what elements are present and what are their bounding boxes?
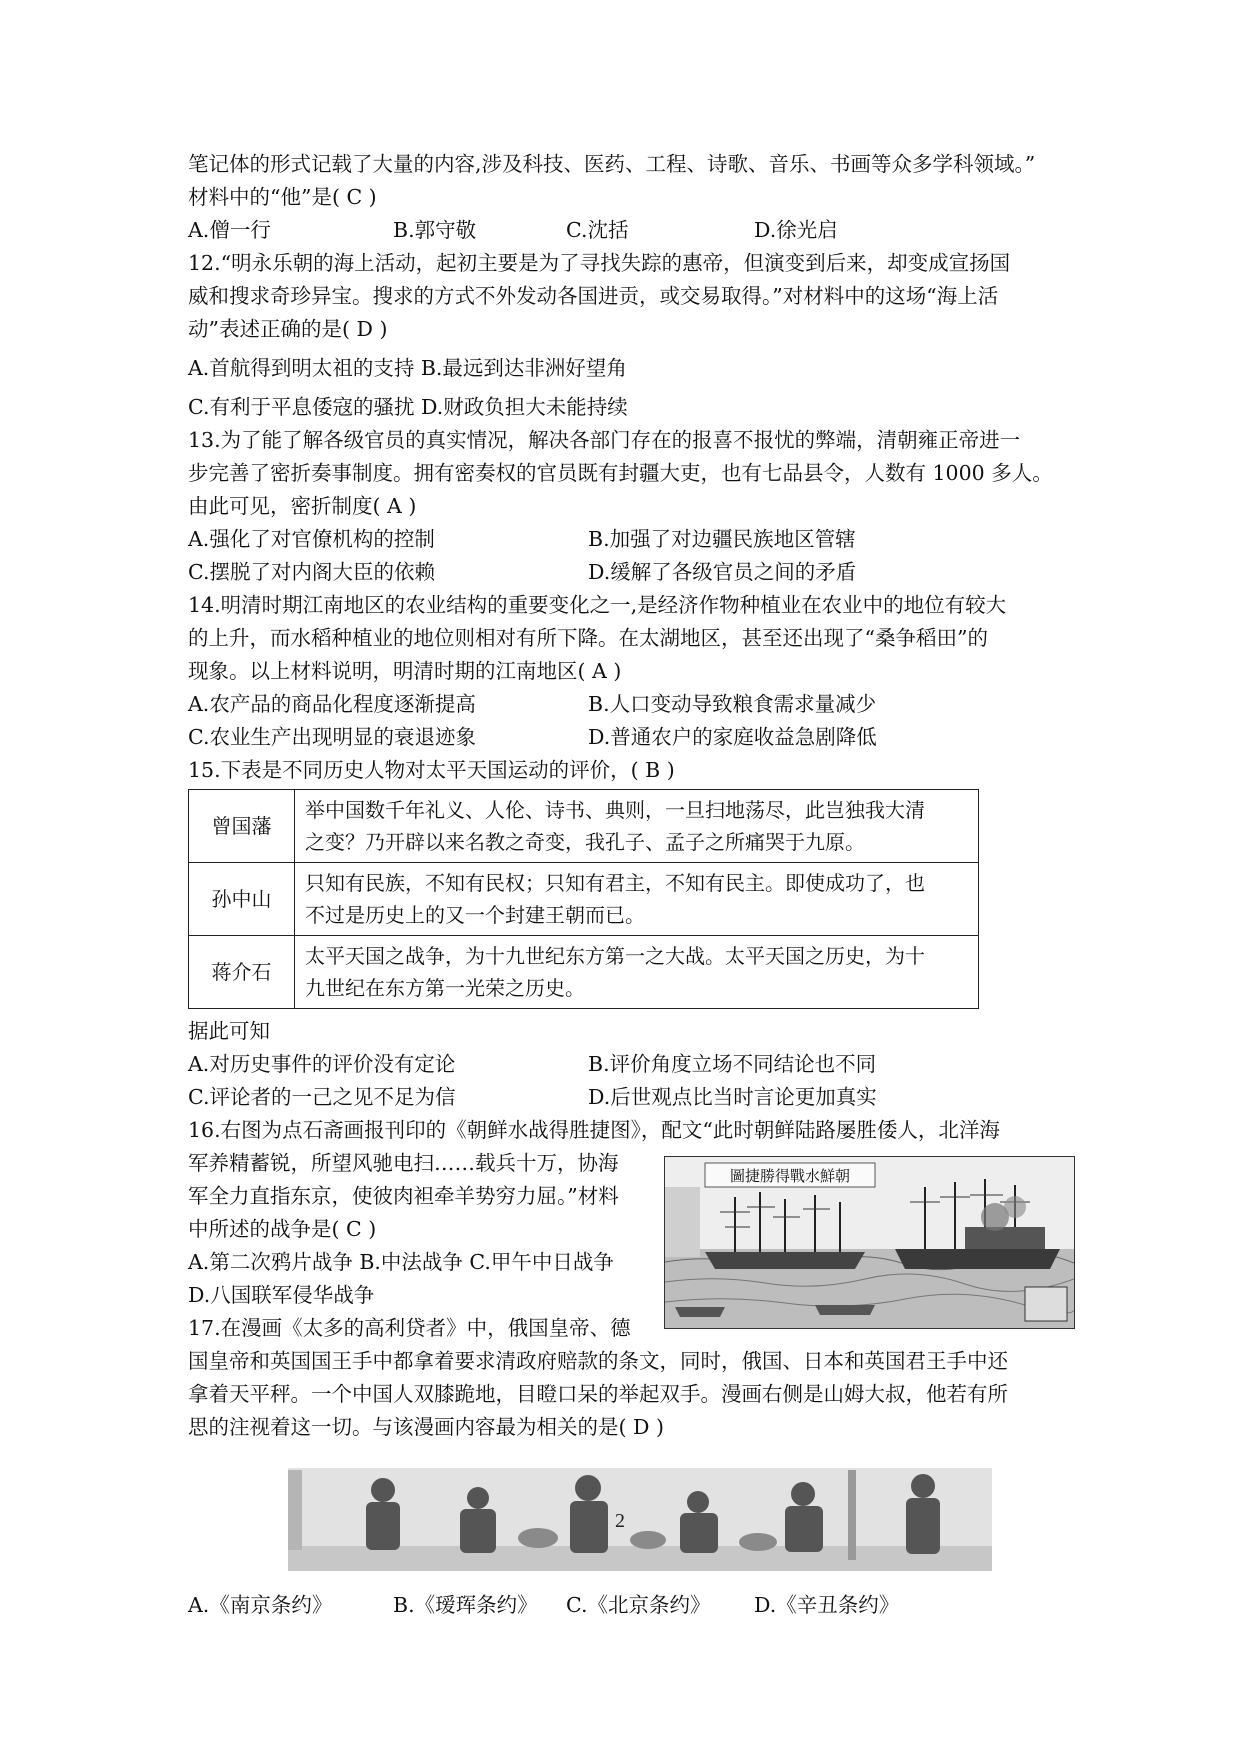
q14-stem-line: 现象。以上材料说明，明清时期的江南地区( A ) — [188, 659, 622, 683]
table-cell-evaluation — [295, 863, 979, 936]
q15-option-d: D.后世观点比当时言论更加真实 — [588, 1085, 877, 1109]
battle-figure-title: 圖捷勝得戰水鮮朝 — [729, 1167, 851, 1185]
q17-option-d: D.《辛丑条约》 — [754, 1593, 900, 1617]
q13-option-a: A.强化了对官僚机构的控制 — [188, 527, 435, 551]
q16-options-abc: A.第二次鸦片战争 B.中法战争 C.甲午中日战争 — [188, 1250, 614, 1274]
q11-text-line: 笔记体的形式记载了大量的内容,涉及科技、医药、工程、诗歌、音乐、书画等众多学科领域。” — [188, 152, 1036, 176]
q17-option-b: B.《瑷珲条约》 — [393, 1593, 538, 1617]
q17-option-a: A.《南京条约》 — [188, 1593, 333, 1617]
q13-option-d: D.缓解了各级官员之间的矛盾 — [588, 560, 857, 584]
q15-evaluation-table — [188, 789, 979, 1009]
table-row — [189, 790, 979, 863]
q13-stem-line: 由此可见，密折制度( A ) — [188, 494, 417, 518]
q13-option-c: C.摆脱了对内阁大臣的依赖 — [188, 560, 435, 584]
evaluation-line: 举中国数千年礼义、人伦、诗书、典则，一旦扫地荡尽，此岂独我大清 — [305, 798, 925, 822]
table-cell-evaluation — [295, 790, 979, 863]
q14-option-b: B.人口变动导致粮食需求量减少 — [588, 692, 877, 716]
q15-after-table: 据此可知 — [188, 1019, 270, 1043]
table-cell-evaluation — [295, 936, 979, 1009]
q14-option-d: D.普通农户的家庭收益急剧降低 — [588, 725, 877, 749]
q17-option-c: C.《北京条约》 — [566, 1593, 711, 1617]
q13-option-b: B.加强了对边疆民族地区管辖 — [588, 527, 856, 551]
q11-options — [188, 214, 1068, 247]
table-row — [189, 936, 979, 1009]
q15-option-c: C.评论者的一己之见不足为信 — [188, 1085, 456, 1109]
q11-question: 材料中的“他”是( C ) — [188, 185, 377, 209]
q16-stem-line: 军全力直指东京，使彼肉袒牵羊势穷力屈。”材料 — [188, 1184, 619, 1208]
q16-option-d: D.八国联军侵华战争 — [188, 1283, 375, 1307]
q12-stem-line: 动”表述正确的是( D ) — [188, 317, 388, 341]
naval-battle-illustration — [664, 1156, 1075, 1329]
evaluation-line: 九世纪在东方第一光荣之历史。 — [305, 976, 585, 1000]
q13-stem-line: 步完善了密折奏事制度。拥有密奏权的官员既有封疆大吏，也有七品县令，人数有 1000 多人。 — [188, 461, 1053, 485]
q12-stem-line: 威和搜求奇珍异宝。搜求的方式不外发动各国进贡，或交易取得。”对材料中的这场“海上活 — [188, 284, 999, 308]
q14-stem-line: 14.明清时期江南地区的农业结构的重要变化之一,是经济作物种植业在农业中的地位有较大 — [188, 593, 1007, 617]
evaluation-line: 不过是历史上的又一个封建王朝而已。 — [305, 903, 645, 927]
q12-stem-line: 12.“明永乐朝的海上活动，起初主要是为了寻找失踪的惠帝，但演变到后来，却变成宣扬国 — [188, 251, 1011, 275]
q12-options-ab: A.首航得到明太祖的支持 B.最远到达非洲好望角 — [188, 356, 627, 380]
q15-option-b: B.评价角度立场不同结论也不同 — [588, 1052, 877, 1076]
q11-option-c: C.沈括 — [566, 218, 629, 242]
q13-options-row — [188, 523, 1068, 556]
q12-options-cd: C.有利于平息倭寇的骚扰 D.财政负担大未能持续 — [188, 395, 628, 419]
page-number: 2 — [615, 1510, 625, 1532]
q16-text-column — [188, 1147, 658, 1345]
evaluation-line: 之变？乃开辟以来名教之奇变，我孔子、孟子之所痛哭于九原。 — [305, 830, 865, 854]
q13-stem-line: 13.为了能了解各级官员的真实情况，解决各部门存在的报喜不报忧的弊端，清朝雍正帝进一 — [188, 428, 1021, 452]
q16-stem-line: 中所述的战争是( C ) — [188, 1217, 377, 1241]
q14-options-row — [188, 721, 1068, 754]
table-cell-person: 蒋介石 — [189, 936, 295, 1009]
q17-options — [188, 1589, 1068, 1622]
table-cell-person: 曾国藩 — [189, 790, 295, 863]
evaluation-line: 只知有民族，不知有民权；只知有君主，不知有民主。即使成功了，也 — [305, 871, 925, 895]
naval-battle-drawing — [665, 1157, 1074, 1328]
q17-stem-line: 17.在漫画《太多的高利贷者》中，俄国皇帝、德 — [188, 1316, 631, 1340]
q17-stem-line: 思的注视着这一切。与该漫画内容最为相关的是( D ) — [188, 1415, 664, 1439]
q17-stem-line: 拿着天平秤。一个中国人双膝跪地，目瞪口呆的举起双手。漫画右侧是山姆大叔，他若有所 — [188, 1382, 1008, 1406]
q11-option-b: B.郭守敬 — [393, 218, 477, 242]
table-cell-person: 孙中山 — [189, 863, 295, 936]
evaluation-line: 太平天国之战争，为十九世纪东方第一之大战。太平天国之历史，为十 — [305, 944, 925, 968]
q11-option-a: A.僧一行 — [188, 218, 271, 242]
q16-stem-line: 16.右图为点石斋画报刊印的《朝鲜水战得胜捷图》，配文“此时朝鲜陆路屡胜倭人，北洋海 — [188, 1118, 1000, 1142]
table-row — [189, 863, 979, 936]
q14-options-row — [188, 688, 1068, 721]
q14-option-c: C.农业生产出现明显的衰退迹象 — [188, 725, 476, 749]
q14-stem-line: 的上升，而水稻种植业的地位则相对有所下降。在太湖地区，甚至还出现了“桑争稻田”的 — [188, 626, 988, 650]
q14-option-a: A.农产品的商品化程度逐渐提高 — [188, 692, 476, 716]
q17-stem-line: 国皇帝和英国国王手中都拿着要求清政府赔款的条文，同时，俄国、日本和英国君王手中还 — [188, 1349, 1008, 1373]
q16-stem-line: 军养精蓄锐，所望风驰电扫……载兵十万，协海 — [188, 1151, 619, 1175]
q15-stem: 15.下表是不同历史人物对太平天国运动的评价，( B ) — [188, 758, 675, 782]
q15-option-a: A.对历史事件的评价没有定论 — [188, 1052, 456, 1076]
q13-options-row — [188, 556, 1068, 589]
q16-block — [188, 1114, 1068, 1345]
exam-page — [188, 148, 1068, 1622]
q15-options-row — [188, 1081, 1068, 1114]
q15-options-row — [188, 1048, 1068, 1081]
q11-option-d: D.徐光启 — [754, 218, 838, 242]
